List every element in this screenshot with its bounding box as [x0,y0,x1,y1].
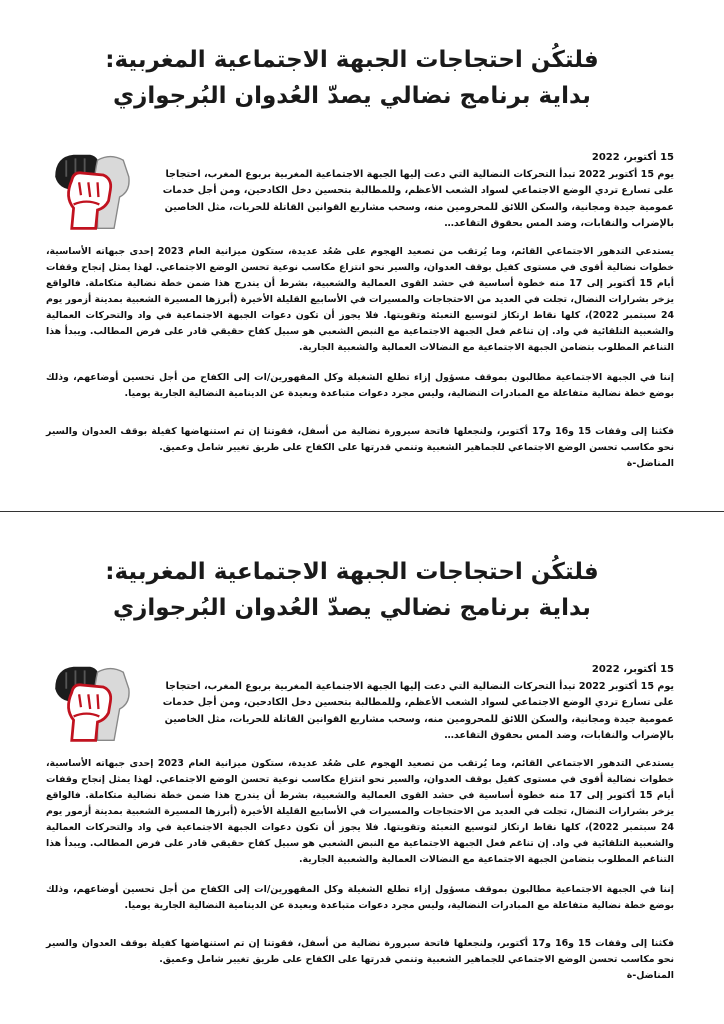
paragraph-3-text: فكثنا إلى وقفات 15 و16 و17 أكتوبر، ولنجعلها فاتحة سيرورة نضالية من أسفل، فقوتنا إن تم استنهاضها كفيلة بوقف العدوان والسير نحو مكاسب تحسن الوضع الاجتماعي للجماهير الشعبية وتنمي قدرتها على الكفاح على طريق تغيير شامل وعميق. [46,426,675,453]
intro-paragraph: يوم 15 أكتوبر 2022 تبدأ التحركات النضالية التي دعت إليها الجبهة الاجتماعية المغربية بربوع المغرب، احتجاجا على تسارع تردي الوضع الاجتماعي لسواد الشعب الأعظم، وللمطالبة بتحسين دخل الكادحين، ومن أجل خدمات عمومية جيدة ومجانية، والسكن اللائق للمحرومين منه، وسحب مشاريع القوانين القاتلة للحريات، مثل الخاصين بالإضراب والنقابات، وضد المس بحقوق التقاعد… [162,680,674,742]
intro-block [148,150,674,233]
paragraph-1: يستدعي التدهور الاجتماعي القائم، وما يُرتقب من تصعيد الهجوم على صُعُد عديدة، ستكون ميزانية العام 2023 إحدى جبهاته الأساسية، خطوات نضالية أقوى في مستوى كفيل بوقف العدوان، والسير نحو انتزاع مكاسب نوعية تحسن الوضع الاجتماعي. لهذا يمثل إنجاح وقفات أيام 15 أكتوبر إلى 17 منه خطوة أساسية في حشد القوى العمالية والشعبية، بشرط أن يندرج هذا ضمن خطة نضالية متكاملة. فالواقع يزخر بشرارات النضال، تجلت في العديد من الاحتجاجات والمسيرات في الأسابيع القليلة الأخيرة (أبرزها المسيرة الشعبية بمدينة أزمور يوم 24 سبتمبر 2022)، كلها نقاط ارتكاز لتوسيع التعبئة وتقويتها. فلا يجوز أن تكون دعوات الجبهة الاجتماعية في واد والتحركات العمالية والشعبية التلقائية في واد. إن تناغم فعل الجبهة الاجتماعية مع النبض الشعبي هو سبيل كفاح حقيقي قادر على فرض المطالب. ويبدأ هذا التناغم المطلوب بتضامن الجبهة الاجتماعية مع النضالات العمالية والشعبية الجارية. [46,246,675,353]
intro-block [148,662,674,745]
raised-fists-logo-icon [46,140,138,232]
headline-line-2: بداية برنامج نضالي يصدّ العُدوان البُرجوازي [113,83,591,109]
date-line: 15 أكتوبر، 2022 [591,152,674,163]
paragraph-1: يستدعي التدهور الاجتماعي القائم، وما يُرتقب من تصعيد الهجوم على صُعُد عديدة، ستكون ميزانية العام 2023 إحدى جبهاته الأساسية، خطوات نضالية أقوى في مستوى كفيل بوقف العدوان، والسير نحو انتزاع مكاسب نوعية تحسن الوضع الاجتماعي. لهذا يمثل إنجاح وقفات أيام 15 أكتوبر إلى 17 منه خطوة أساسية في حشد القوى العمالية والشعبية، بشرط أن يندرج هذا ضمن خطة نضالية متكاملة. فالواقع يزخر بشرارات النضال، تجلت في العديد من الاحتجاجات والمسيرات في الأسابيع القليلة الأخيرة (أبرزها المسيرة الشعبية بمدينة أزمور يوم 24 سبتمبر 2022)، كلها نقاط ارتكاز لتوسيع التعبئة وتقويتها. فلا يجوز أن تكون دعوات الجبهة الاجتماعية في واد والتحركات العمالية والشعبية التلقائية في واد. إن تناغم فعل الجبهة الاجتماعية مع النبض الشعبي هو سبيل كفاح حقيقي قادر على فرض المطالب. ويبدأ هذا التناغم المطلوب بتضامن الجبهة الاجتماعية مع النضالات العمالية والشعبية الجارية. [46,758,675,865]
paragraph-2: إننا في الجبهة الاجتماعية مطالبون بموقف مسؤول إزاء تطلع الشغيلة وكل المقهورين/ات إلى الكفاح من أجل تحسين أوضاعهم، وذلك بوضع خطة نضالية متفاعلة مع المبادرات النضالية، وليس مجرد دعوات متباعدة وبعيدة عن الدينامية النضالية الجارية يوميا. [46,372,674,399]
signature: المناضل-ة [626,458,674,469]
paragraph-3 [46,424,674,472]
headline-line-2: بداية برنامج نضالي يصدّ العُدوان البُرجوازي [113,595,591,621]
date-line: 15 أكتوبر، 2022 [591,664,674,675]
headline [40,554,664,626]
intro-paragraph: يوم 15 أكتوبر 2022 تبدأ التحركات النضالية التي دعت إليها الجبهة الاجتماعية المغربية بربوع المغرب، احتجاجا على تسارع تردي الوضع الاجتماعي لسواد الشعب الأعظم، وللمطالبة بتحسين دخل الكادحين، ومن أجل خدمات عمومية جيدة ومجانية، والسكن اللائق للمحرومين منه، وسحب مشاريع القوانين القاتلة للحريات، مثل الخاصين بالإضراب والنقابات، وضد المس بحقوق التقاعد… [162,168,674,230]
headline-line-1: فلتكُن احتجاجات الجبهة الاجتماعية المغربية: [105,47,599,73]
signature: المناضل-ة [626,970,674,981]
paragraph-3-text: فكثنا إلى وقفات 15 و16 و17 أكتوبر، ولنجعلها فاتحة سيرورة نضالية من أسفل، فقوتنا إن تم استنهاضها كفيلة بوقف العدوان والسير نحو مكاسب تحسن الوضع الاجتماعي للجماهير الشعبية وتنمي قدرتها على الكفاح على طريق تغيير شامل وعميق. [46,938,675,965]
headline [40,42,664,114]
raised-fists-logo-icon [46,652,138,744]
paragraph-2: إننا في الجبهة الاجتماعية مطالبون بموقف مسؤول إزاء تطلع الشغيلة وكل المقهورين/ات إلى الكفاح من أجل تحسين أوضاعهم، وذلك بوضع خطة نضالية متفاعلة مع المبادرات النضالية، وليس مجرد دعوات متباعدة وبعيدة عن الدينامية النضالية الجارية يوميا. [46,884,674,911]
headline-line-1: فلتكُن احتجاجات الجبهة الاجتماعية المغربية: [105,559,599,585]
paragraph-3 [46,936,674,984]
flyer-copy-bottom [0,512,724,1024]
